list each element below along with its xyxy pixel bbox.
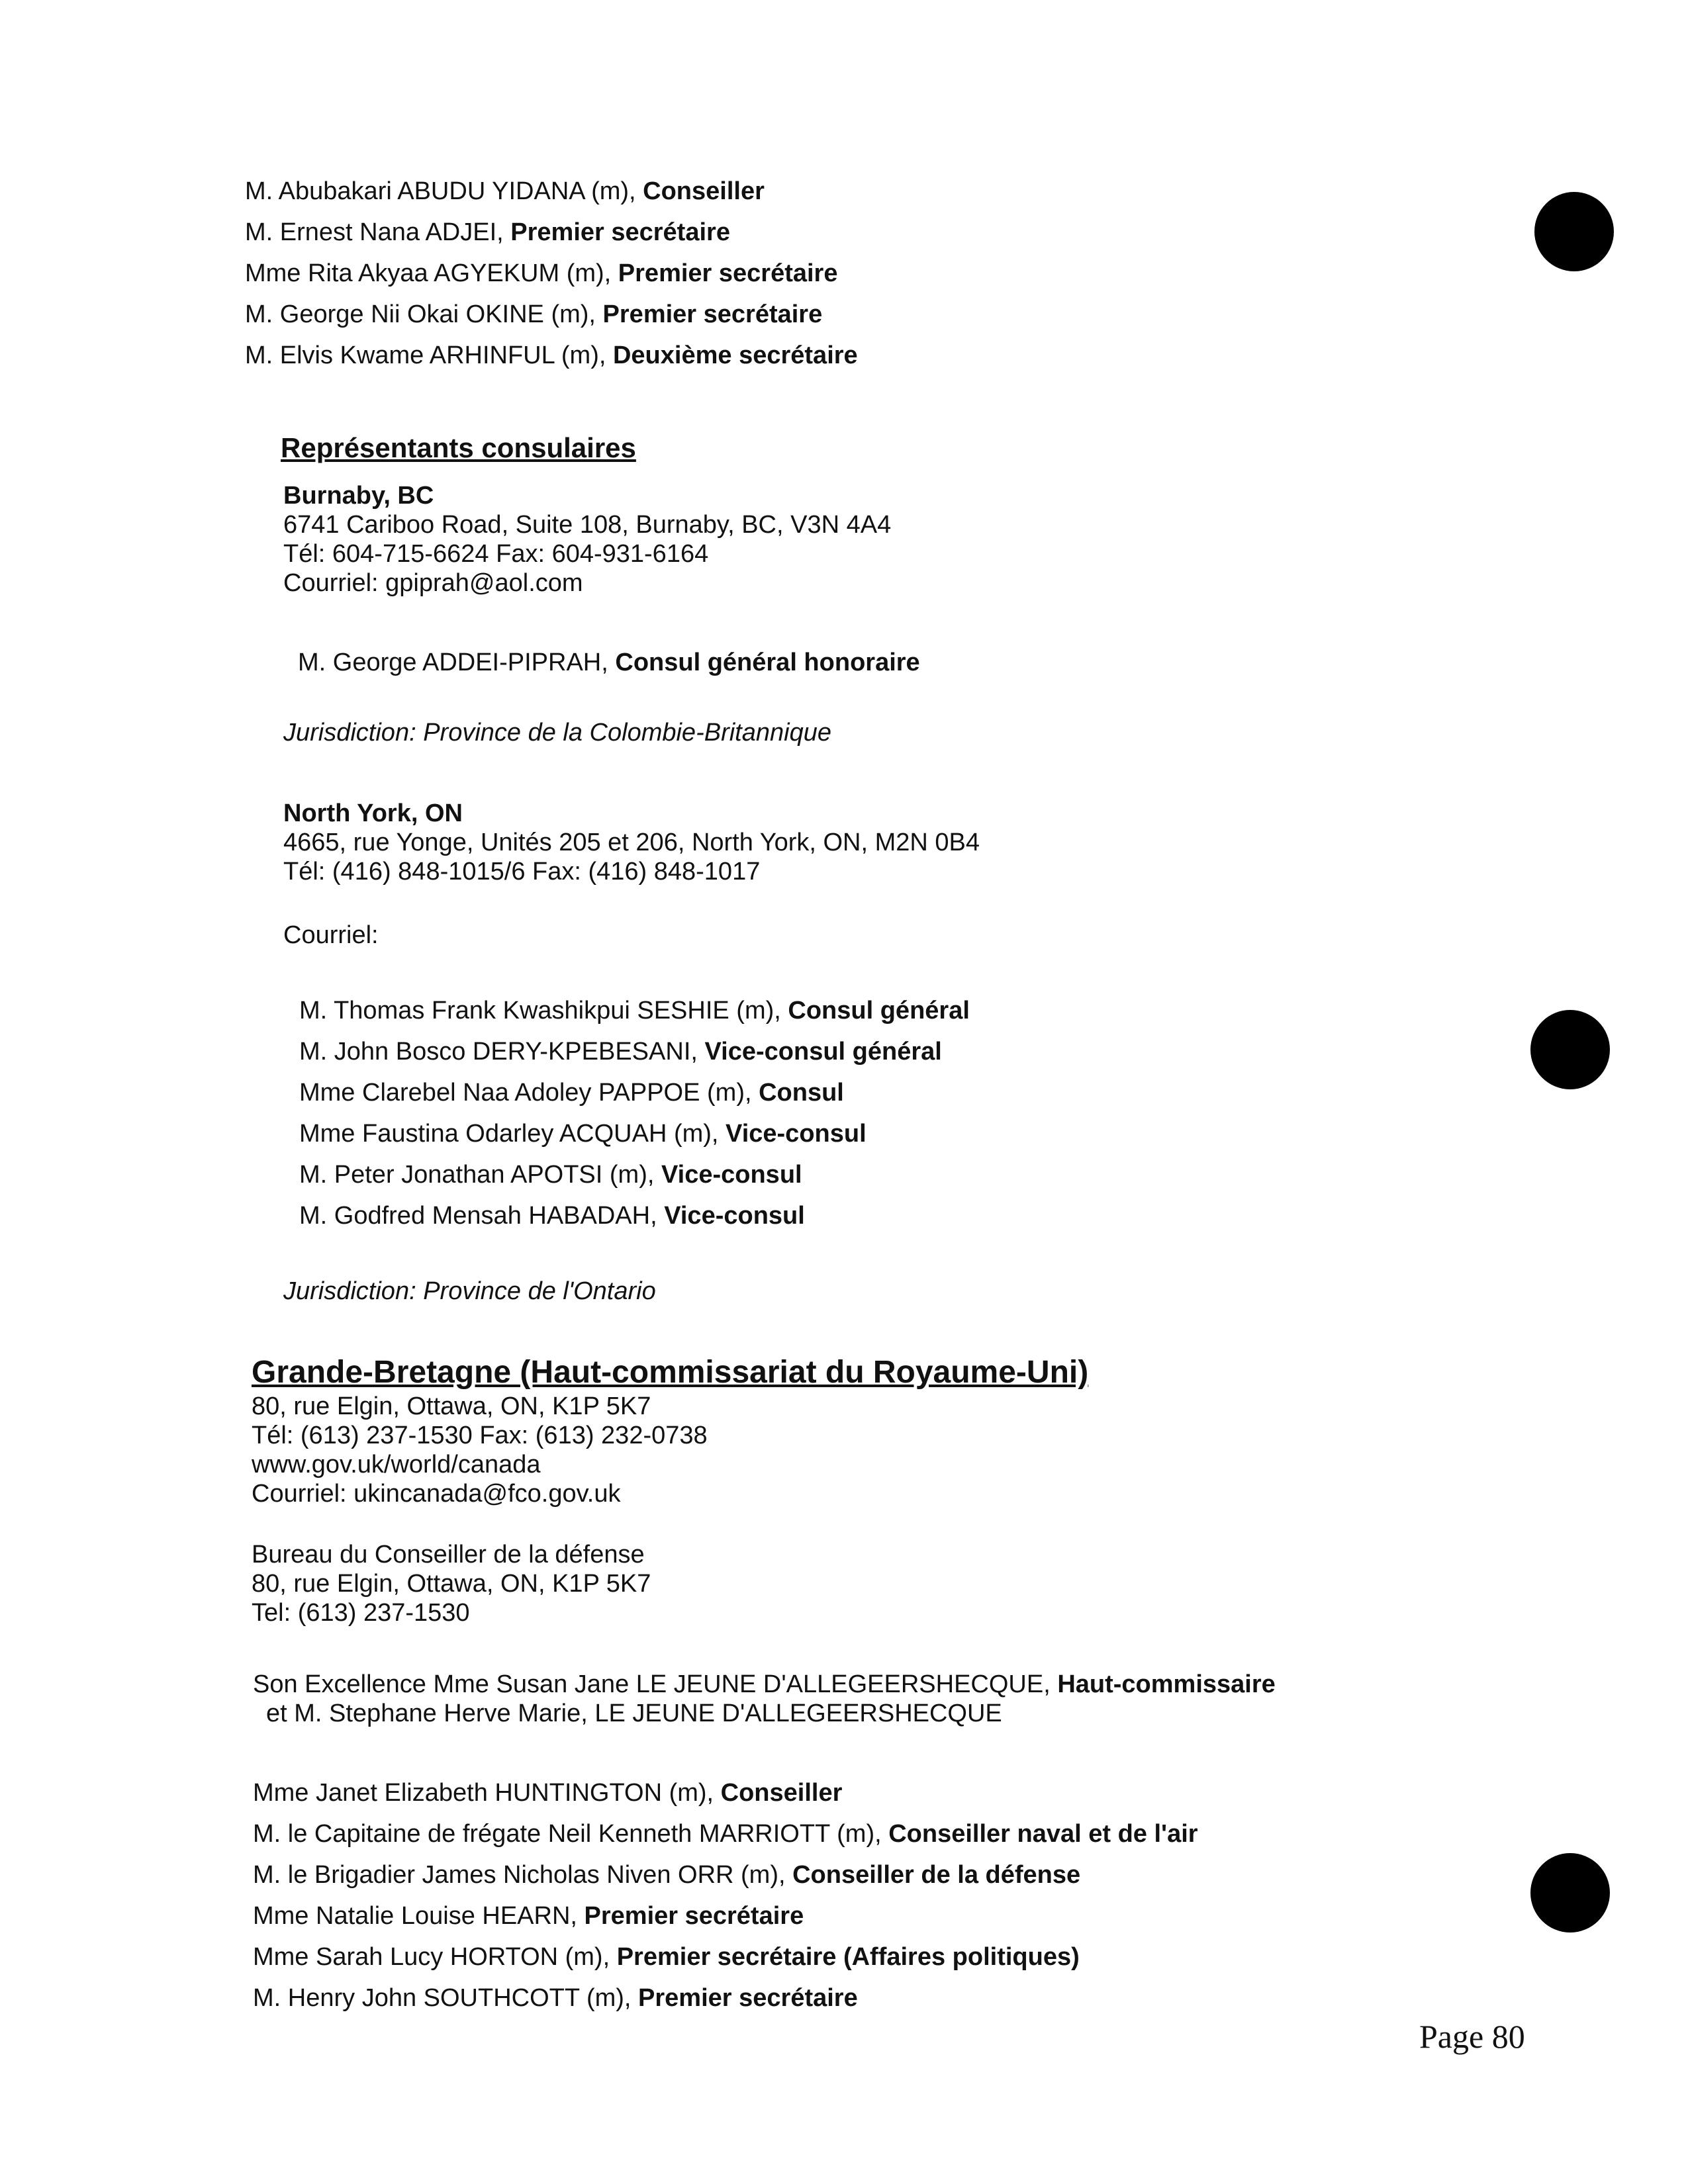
address: 4665, rue Yonge, Unités 205 et 206, North York, ON, M2N 0B4 bbox=[283, 829, 980, 856]
list-item bbox=[299, 995, 970, 1026]
list-item bbox=[253, 1819, 1198, 1849]
list-item bbox=[245, 217, 730, 248]
phone-fax: Tél: 604-715-6624 Fax: 604-931-6164 bbox=[283, 540, 709, 568]
address: 6741 Cariboo Road, Suite 108, Burnaby, BC, V3N 4A4 bbox=[283, 511, 892, 539]
person-title: Vice-consul bbox=[726, 1120, 867, 1148]
defence-office-phone: Tel: (613) 237-1530 bbox=[252, 1599, 470, 1627]
list-item bbox=[299, 1160, 802, 1190]
list-item bbox=[299, 1036, 942, 1067]
person-name: M. le Brigadier James Nicholas Niven ORR (m), bbox=[253, 1861, 793, 1889]
person-name: Son Excellence Mme Susan Jane LE JEUNE D'ALLEGEERSHECQUE, bbox=[253, 1670, 1058, 1698]
person-name: M. Peter Jonathan APOTSI (m), bbox=[299, 1161, 661, 1189]
person-title: Vice-consul bbox=[664, 1202, 805, 1230]
list-item bbox=[253, 1901, 804, 1931]
person-name: M. Abubakari ABUDU YIDANA (m), bbox=[245, 177, 643, 205]
city-heading: Burnaby, BC bbox=[283, 482, 434, 510]
person-title: Premier secrétaire bbox=[638, 1984, 858, 2012]
person-name: Mme Natalie Louise HEARN, bbox=[253, 1902, 585, 1930]
person-name: M. Thomas Frank Kwashikpui SESHIE (m), bbox=[299, 997, 788, 1024]
person-title: Conseiller bbox=[643, 177, 765, 205]
head-of-mission bbox=[253, 1669, 1276, 1700]
list-item bbox=[253, 1778, 842, 1808]
page-number: Page 80 bbox=[1419, 2018, 1525, 2055]
list-item bbox=[245, 340, 858, 371]
person-title: Conseiller bbox=[720, 1779, 843, 1807]
person-name: M. Elvis Kwame ARHINFUL (m), bbox=[245, 341, 613, 369]
person-title: Haut-commissaire bbox=[1057, 1670, 1276, 1698]
email: Courriel: ukincanada@fco.gov.uk bbox=[252, 1480, 621, 1508]
binder-hole-mark bbox=[1530, 1853, 1610, 1933]
person-title: Consul général honoraire bbox=[615, 649, 920, 676]
website: www.gov.uk/world/canada bbox=[252, 1451, 541, 1479]
phone-fax: Tél: (416) 848-1015/6 Fax: (416) 848-1017 bbox=[283, 858, 761, 886]
person-name: M. John Bosco DERY-KPEBESANI, bbox=[299, 1038, 705, 1066]
person-name: M. George ADDEI-PIPRAH, bbox=[298, 649, 616, 676]
person-title: Premier secrétaire bbox=[584, 1902, 804, 1930]
list-item bbox=[299, 1118, 867, 1149]
person-title: Consul général bbox=[788, 997, 970, 1024]
person-title: Vice-consul bbox=[661, 1161, 802, 1189]
list-item bbox=[299, 1201, 805, 1231]
person-title: Premier secrétaire bbox=[602, 300, 823, 328]
address: 80, rue Elgin, Ottawa, ON, K1P 5K7 bbox=[252, 1392, 651, 1420]
person-title: Premier secrétaire bbox=[618, 259, 838, 287]
defence-office-title: Bureau du Conseiller de la défense bbox=[252, 1541, 645, 1569]
list-item bbox=[298, 647, 920, 678]
person-title: Conseiller de la défense bbox=[792, 1861, 1081, 1889]
defence-office-address: 80, rue Elgin, Ottawa, ON, K1P 5K7 bbox=[252, 1570, 651, 1598]
list-item bbox=[245, 299, 822, 330]
list-item bbox=[253, 1942, 1080, 1972]
list-item bbox=[299, 1077, 844, 1108]
email: Courriel: gpiprah@aol.com bbox=[283, 569, 583, 597]
person-name: Mme Faustina Odarley ACQUAH (m), bbox=[299, 1120, 726, 1148]
person-name: M. le Capitaine de frégate Neil Kenneth MARRIOTT (m), bbox=[253, 1820, 889, 1848]
person-name: M. Henry John SOUTHCOTT (m), bbox=[253, 1984, 639, 2012]
email: Courriel: bbox=[283, 921, 379, 949]
phone-fax: Tél: (613) 237-1530 Fax: (613) 232-0738 bbox=[252, 1422, 708, 1449]
jurisdiction: Jurisdiction: Province de la Colombie-Britannique bbox=[283, 719, 831, 747]
person-name: M. George Nii Okai OKINE (m), bbox=[245, 300, 603, 328]
person-title: Deuxième secrétaire bbox=[612, 341, 858, 369]
binder-hole-mark bbox=[1530, 1010, 1610, 1089]
person-title: Premier secrétaire (Affaires politiques) bbox=[616, 1943, 1080, 1971]
list-item bbox=[245, 176, 765, 206]
section-heading-uk: Grande-Bretagne (Haut-commissariat du Royaume-Uni) bbox=[252, 1355, 1089, 1390]
person-name: Mme Sarah Lucy HORTON (m), bbox=[253, 1943, 617, 1971]
person-title: Consul bbox=[759, 1079, 844, 1107]
list-item bbox=[245, 258, 837, 289]
spouse-line: et M. Stephane Herve Marie, LE JEUNE D'ALLEGEERSHECQUE bbox=[266, 1700, 1002, 1727]
person-name: Mme Janet Elizabeth HUNTINGTON (m), bbox=[253, 1779, 721, 1807]
binder-hole-mark bbox=[1534, 192, 1614, 271]
section-heading-consular: Représentants consulaires bbox=[281, 432, 636, 463]
person-name: M. Godfred Mensah HABADAH, bbox=[299, 1202, 665, 1230]
list-item bbox=[253, 1860, 1080, 1890]
person-name: Mme Rita Akyaa AGYEKUM (m), bbox=[245, 259, 618, 287]
jurisdiction: Jurisdiction: Province de l'Ontario bbox=[283, 1277, 656, 1305]
city-heading: North York, ON bbox=[283, 799, 463, 827]
person-title: Premier secrétaire bbox=[510, 218, 730, 246]
person-name: Mme Clarebel Naa Adoley PAPPOE (m), bbox=[299, 1079, 759, 1107]
person-name: M. Ernest Nana ADJEI, bbox=[245, 218, 511, 246]
list-item bbox=[253, 1983, 858, 2013]
person-title: Conseiller naval et de l'air bbox=[888, 1820, 1198, 1848]
person-title: Vice-consul général bbox=[704, 1038, 942, 1066]
